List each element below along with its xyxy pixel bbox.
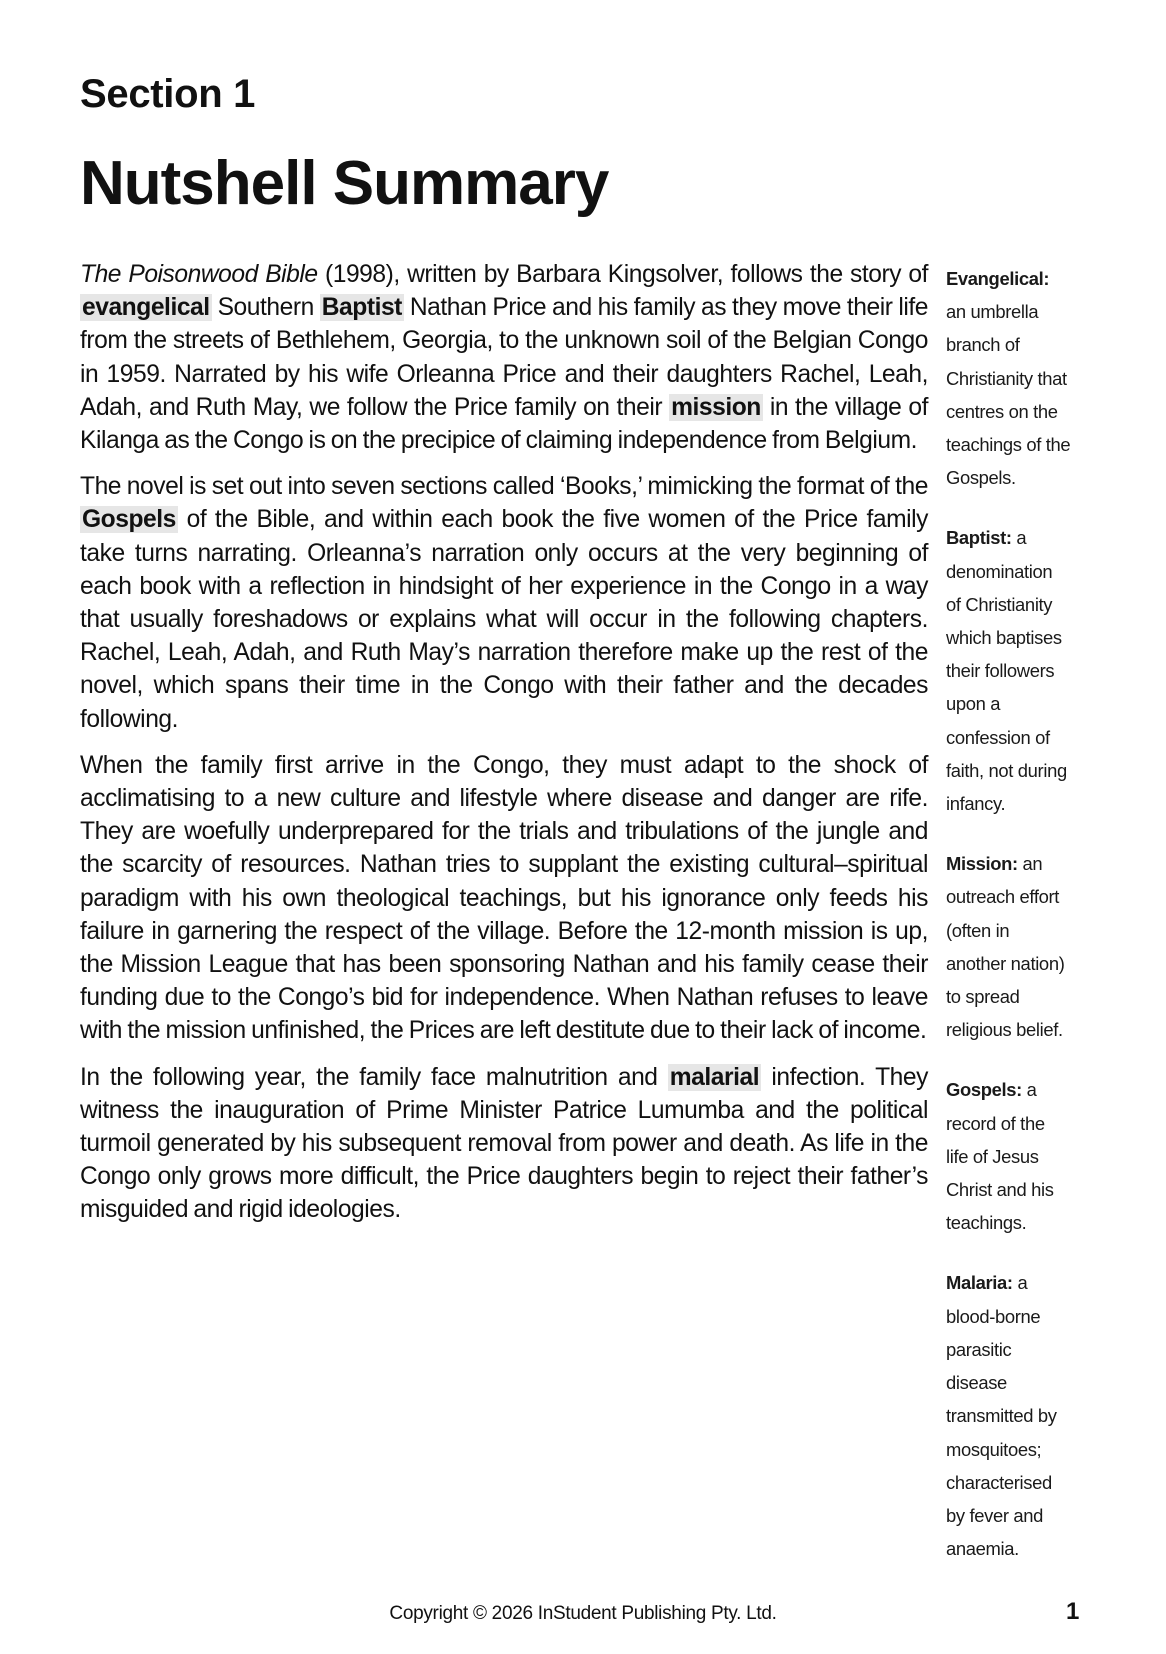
glossary-line: record of the [946,1112,1045,1134]
glossary-line: to spread [946,986,1020,1008]
text-span: infection. They witness the inauguration of Prime Minister Patrice Lumumba and the political turmoil generated by his subsequent removal from power and death. As life in the Congo only grows more difficult, the Price daughters begin to reject their father’s misguided and rigid ideologies. [80,1063,928,1224]
glossary-line: branch of [946,334,1020,356]
glossary-text: a [1011,527,1027,549]
book-title: The Poisonwood Bible [80,261,318,288]
glossary-line: teachings of the [946,434,1071,456]
glossary-line [946,1266,1154,1299]
glossary-line: disease [946,1372,1007,1394]
glossary-line: mosquitoes; [946,1438,1042,1460]
term-gospels[interactable]: Gospels [82,506,176,534]
glossary-line: confession of [946,726,1050,748]
term-evangelical[interactable]: evangelical [82,294,210,322]
glossary-line [946,847,1154,880]
paragraph-1 [80,258,928,457]
glossary-line: transmitted by [946,1405,1057,1427]
glossary-line: outreach effort [946,886,1060,908]
glossary-line: teachings. [946,1212,1027,1234]
glossary-line: an umbrella [946,301,1039,323]
glossary-entry [946,262,1154,494]
summary-body [80,258,928,1240]
glossary-line [946,1073,1154,1106]
glossary-line: by fever and [946,1504,1044,1526]
glossary-entry [946,1073,1154,1239]
glossary-line: another nation) [946,952,1065,974]
glossary-line: faith, not during [946,759,1067,781]
page-number: 1 [1066,1598,1080,1625]
glossary-line: life of Jesus [946,1145,1039,1167]
glossary-text: an [1017,853,1043,875]
glossary-line: blood-borne [946,1305,1041,1327]
glossary-sidebar [946,262,1154,1592]
glossary-entry [946,1266,1154,1565]
glossary-line: religious belief. [946,1019,1063,1041]
glossary-line: anaemia. [946,1538,1019,1560]
glossary-entry [946,521,1154,820]
text-span: (1998), written by Barbara Kingsolver, follows the story of [317,261,928,288]
page-title: Nutshell Summary [80,149,609,218]
glossary-term: Baptist: [946,527,1012,549]
term-baptist[interactable]: Baptist [321,294,402,322]
glossary-line [946,262,1154,295]
term-mission[interactable]: mission [671,393,761,421]
text-span: In the following year, the family face malnutrition and [80,1063,668,1091]
glossary-line [946,521,1154,554]
glossary-line: Christ and his [946,1179,1054,1201]
glossary-line: parasitic [946,1338,1012,1360]
footer-copyright: Copyright © 2026 InStudent Publishing Pty. Ltd. [389,1603,777,1624]
glossary-line: (often in [946,919,1010,941]
glossary-text: a [1012,1272,1028,1294]
section-label: Section 1 [80,72,256,116]
paragraph-2 [80,470,928,736]
glossary-line: denomination [946,560,1053,582]
glossary-line: Gospels. [946,467,1016,489]
glossary-line: which baptises [946,627,1062,649]
text-span: Nathan Price and his family as they move their life from the streets of Bethlehem, Georgia, to the unknown soil of the Belgian Congo in 1959. Narrated by his wife Orleanna Price and their daughters Rachel, Leah, Adah, and Ruth May, we follow the Price family on their [80,294,929,421]
glossary-term: Malaria: [946,1272,1013,1294]
text-span: Southern [211,294,320,322]
term-malarial[interactable]: malarial [669,1063,760,1091]
glossary-term: Gospels: [946,1079,1022,1101]
glossary-line: infancy. [946,793,1006,815]
glossary-term: Mission: [946,853,1018,875]
text-span: of the Bible, and within each book the five women of the Price family take turns narrating. Orleanna’s narration only occurs at the very beginning of each book with a reflection in hindsight of her experience in the Congo in a way that usually foreshadows or explains what will occur in the following chapters. Rachel, Leah, Adah, and Ruth May’s narration therefore make up the rest of the novel, which spans their time in the Congo with their father and the decades following. [80,506,928,733]
text-span: in the village of Kilanga as the Congo is on the precipice of claiming independence from Belgium. [80,393,928,455]
glossary-term: Evangelical: [946,268,1050,289]
glossary-line: of Christianity [946,593,1053,615]
glossary-line: characterised [946,1471,1052,1493]
glossary-line: centres on the [946,400,1058,422]
text-span: The novel is set out into seven sections called ‘Books,’ mimicking the format of the [80,473,928,501]
glossary-entry [946,847,1154,1046]
glossary-line: their followers [946,660,1055,682]
glossary-text: a [1021,1079,1037,1101]
glossary-line: upon a [946,693,1001,715]
paragraph-4 [80,1061,928,1227]
glossary-line: Christianity that [946,367,1067,389]
paragraph-3: When the family first arrive in the Congo, they must adapt to the shock of acclimatising to a new culture and lifestyle where disease and danger are rife. They are woefully underprepared for the trials and tribulations of the jungle and the scarcity of resources. Nathan tries to supplant the existing cultural–spiritual paradigm with his own theological teachings, but his ignorance only feeds his failure in garnering the respect of the village. Before the 12-month mission is up, the Mission League that has been sponsoring Nathan and his family cease their funding due to the Congo’s bid for independence. When Nathan refuses to leave with the mission unfinished, the Prices are left destitute due to their lack of income. [80,751,928,1045]
